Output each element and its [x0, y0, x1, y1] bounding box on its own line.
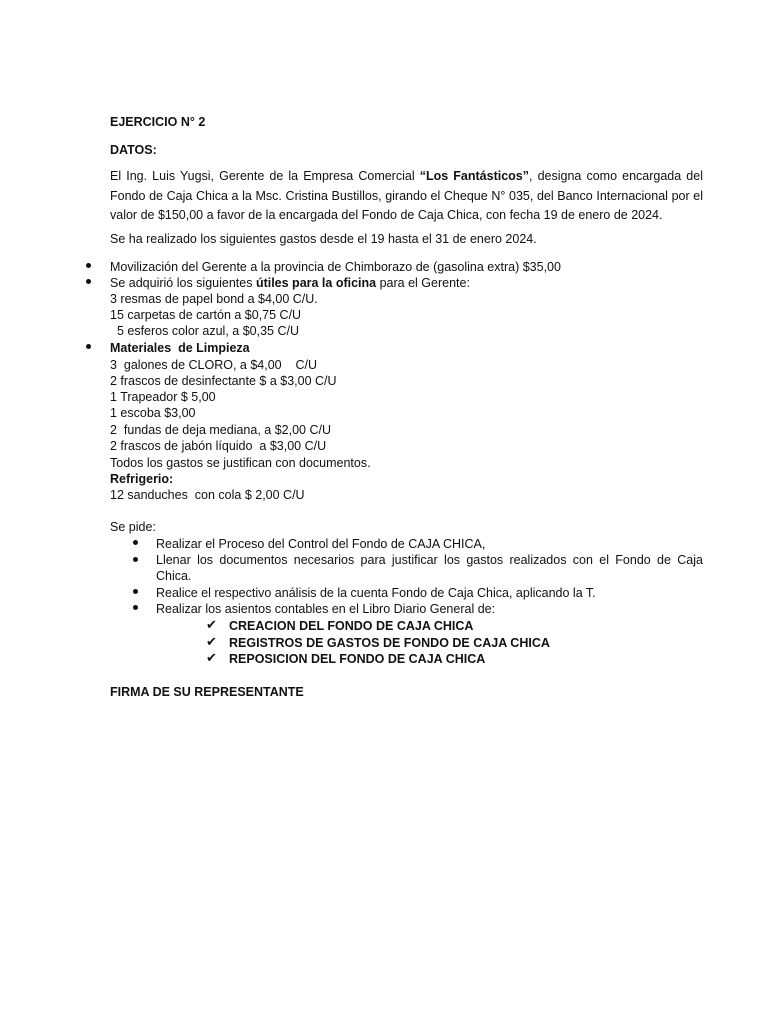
bullet-icon — [86, 263, 91, 268]
limpieza-line: 1 Trapeador $ 5,00 — [110, 390, 216, 404]
utiles-text-a: Se adquirió los siguientes — [110, 276, 256, 290]
datos-label: DATOS: — [110, 143, 157, 157]
company-name: “Los Fantásticos” — [419, 169, 529, 183]
requirement-item: Realice el respectivo análisis de la cuenta Fondo de Caja Chica, aplicando la T. — [156, 586, 596, 600]
asiento-item-registros: REGISTROS DE GASTOS DE FONDO DE CAJA CHICA — [229, 636, 550, 650]
limpieza-line: 3 galones de CLORO, a $4,00 C/U — [110, 358, 318, 372]
oficina-line: 3 resmas de papel bond a $4,00 C/U. — [110, 292, 318, 306]
intro-text-a: El Ing. Luis Yugsi, Gerente de la Empresa Comercial — [110, 169, 420, 183]
limpieza-line: 2 fundas de deja mediana, a $2,00 C/U — [110, 423, 331, 437]
intro-text-b: , designa como encargada del Fondo de Caja Chica a la Msc. Cristina Bustillos, girando el Cheque N° 035, del Banco Internacional por el valor de $150,00 a favor de la encargada del Fondo de Caja Chica, con fecha 19 de enero de 2024. — [110, 169, 703, 222]
asiento-item-reposicion: REPOSICION DEL FONDO DE CAJA CHICA — [229, 652, 486, 666]
limpieza-line: Todos los gastos se justifican con documentos. — [110, 456, 371, 470]
bullet-icon — [86, 344, 91, 349]
refrigerio-line: 12 sanduches con cola $ 2,00 C/U — [110, 488, 305, 502]
bullet-icon — [86, 279, 91, 284]
requirement-item: Realizar el Proceso del Control del Fondo de CAJA CHICA, — [156, 537, 486, 551]
gasto-item-movilizacion: Movilización del Gerente a la provincia de Chimborazo de (gasolina extra) $35,00 — [110, 260, 561, 274]
requirement-item: Realizar los asientos contables en el Libro Diario General de: — [156, 602, 496, 616]
bullet-icon — [133, 557, 138, 562]
limpieza-line: 2 frascos de jabón líquido a $3,00 C/U — [110, 439, 327, 453]
bullet-icon — [133, 589, 138, 594]
utiles-text-b: para el Gerente: — [376, 276, 470, 290]
oficina-line: 5 esferos color azul, a $0,35 C/U — [110, 324, 299, 338]
gasto-item-utiles — [110, 275, 470, 291]
exercise-title: EJERCICIO N° 2 — [110, 115, 206, 129]
asiento-item-creacion: CREACION DEL FONDO DE CAJA CHICA — [229, 619, 474, 633]
se-pide-label: Se pide: — [110, 520, 156, 534]
bullet-icon — [133, 605, 138, 610]
limpieza-line: 2 frascos de desinfectante $ a $3,00 C/U — [110, 374, 337, 388]
gastos-intro: Se ha realizado los siguientes gastos desde el 19 hasta el 31 de enero 2024. — [110, 232, 537, 246]
check-mark-icon: ✔ — [206, 634, 217, 649]
refrigerio-title: Refrigerio: — [110, 472, 174, 486]
check-mark-icon: ✔ — [206, 617, 217, 632]
oficina-line: 15 carpetas de cartón a $0,75 C/U — [110, 308, 302, 322]
check-mark-icon: ✔ — [206, 650, 217, 665]
firma-representante: FIRMA DE SU REPRESENTANTE — [110, 685, 304, 699]
intro-paragraph — [110, 167, 703, 226]
requirement-item: Llenar los documentos necesarios para justificar los gastos realizados con el Fondo de Caja Chica. — [156, 553, 703, 583]
limpieza-title: Materiales de Limpieza — [110, 341, 250, 355]
utiles-bold: útiles para la oficina — [255, 276, 377, 290]
limpieza-line: 1 escoba $3,00 — [110, 406, 196, 420]
bullet-icon — [133, 540, 138, 545]
